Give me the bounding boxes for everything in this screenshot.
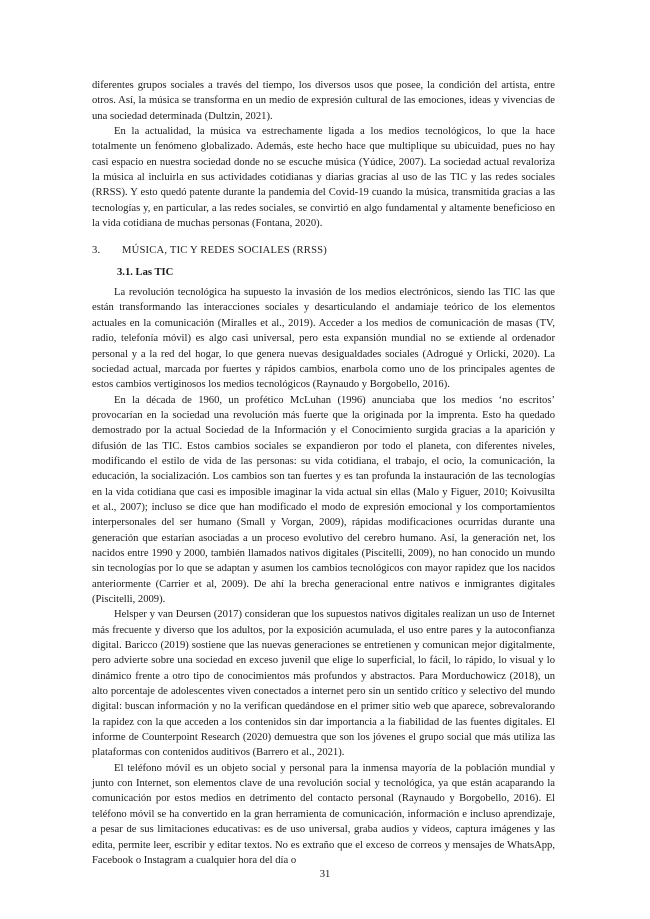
paragraph-main-2: En la década de 1960, un profético McLuhan (1996) anunciaba que los medios ‘no escritos’ provocarían en la sociedad una revolución más fuerte que la originada por la imprenta. Esto ha quedado demostrado por la actual Sociedad de la Información y el Conocimiento surgida gracias a la aparición y difusión de las TIC. Estos cambios sociales se expandieron por todo el planeta, con diferentes niveles, modificando el estilo de vida de las personas: su vida cotidiana, el trabajo, el ocio, la comunicación, la educación, la socialización. Los cambios son tan fuertes y es tan profunda la instauración de las tecnologías en la vida cotidiana que casi es imposible imaginar la vida actual sin ellas (Malo y Figuer, 2010; Koivusilta et al., 2007); incluso se dice que han modificado el modo de expresión emocional y los comportamientos interpersonales del ser humano (Small y Vorgan, 2009), rápidas modificaciones ocurridas durante una generación que estarían asociadas a un proceso evolutivo del cerebro humano. Así, la generación net, los nacidos entre 1990 y 2000, también llamados nativos digitales (Piscitelli, 2009), no han conocido un mundo sin tecnologías por lo que se adaptan y asumen los cambios tecnológicos con mayor rapidez que los nacidos anteriormente (Carrier et al, 2009). De ahí la brecha generacional entre nativos e inmigrantes digitales (Piscitelli, 2009). bbox=[92, 394, 555, 605]
section-heading bbox=[92, 243, 555, 258]
paragraph-top-2: En la actualidad, la música va estrechamente ligada a los medios tecnológicos, lo que la hace totalmente un fenómeno globalizado. Además, este hecho hace que multiplique su ubicuidad, pues no hay casi espacio en nuestra sociedad donde no se escuche música (Yúdice, 2007). La sociedad actual revaloriza la música al incluirla en sus actividades cotidianas y diarias gracias al uso de las TIC y las redes sociales (RRSS). Y esto quedó patente durante la pandemia del Covid-19 cuando la música, transmitida gracias a las tecnologías y, en particular, a las redes sociales, se convirtió en algo fundamental y altamente beneficioso en la vida cotidiana de muchas personas (Fontana, 2020). bbox=[92, 126, 555, 230]
page-number: 31 bbox=[319, 869, 331, 880]
paragraph-main-1: La revolución tecnológica ha supuesto la invasión de los medios electrónicos, siendo las TIC las que están transformando las interacciones sociales y desarticulando el andamiaje teórico de los elementos actuales en la comunicación (Miralles et al., 2019). Acceder a los medios de comunicación de masas (TV, radio, telefonía móvil) es algo casi universal, pero esta expansión mundial no se extiende al ordenador personal y a la red del hogar, lo que genera nuevas desigualdades sociales (Adrogué y Orlicki, 2020). La sociedad actual, marcada por fuertes y rápidos cambios, enarbola como uno de los principales agentes de estos cambios vertiginosos los medios tecnológicos (Raynaudo y Borgobello, 2016). bbox=[92, 287, 555, 391]
paragraph-main-4: El teléfono móvil es un objeto social y personal para la inmensa mayoría de la población mundial y junto con Internet, son elementos clave de una revolución social y tecnológica, ya que están acaparando la comunicación por estos medios en detrimento del contacto personal (Raynaudo y Borgobello, 2016). El teléfono móvil se ha convertido en la gran herramienta de comunicación, información e incluso aprendizaje, a pesar de sus limitaciones educativas: es de uso universal, graba audios y vídeos, captura imágenes y las edita, permite leer, escribir y editar textos. No es extraño que el exceso de correos y mensajes de WhatsApp, Facebook o Instagram a cualquier hora del día o bbox=[92, 762, 555, 866]
section-title: MÚSICA, TIC Y REDES SOCIALES (RRSS) bbox=[122, 245, 327, 257]
paragraph-top-1: diferentes grupos sociales a través del tiempo, los diversos usos que posee, la condición del artista, entre otros. Así, la música se transforma en un medio de expresión cultural de las emociones, ideas y vivencias de una sociedad determinada (Dultzin, 2021). bbox=[92, 80, 555, 122]
subsection-heading: 3.1. Las TIC bbox=[117, 266, 174, 278]
body-text bbox=[92, 78, 555, 868]
section-number: 3. bbox=[92, 245, 101, 257]
paragraph-main-3: Helsper y van Deursen (2017) consideran que los supuestos nativos digitales realizan un uso de Internet más frecuente y diverso que los adultos, por la exposición acumulada, el uso entre pares y la autoconfianza digital. Baricco (2019) sostiene que las nuevas generaciones se entretienen y comunican mejor digitalmente, pero advierte sobre una sociedad en exceso juvenil que elige lo superficial, lo fácil, lo rápido, lo visual y lo dinámico frente a otro tipo de conocimientos más profundos y abstractos. Para Morduchowicz (2018), un alto porcentaje de adolescentes viven conectados a internet pero sin un sentido crítico y selectivo del mundo digital: buscan información y no la verifican quedándose en el primer sitio web que aparece, sobrevalorando la rapidez con la que acceden a los contenidos sin dar importancia a la fiabilidad de las fuentes digitales. El informe de Counterpoint Research (2020) demuestra que son los jóvenes el grupo social que más utiliza las plataformas con contenidos auditivos (Barrero et al., 2021). bbox=[92, 609, 555, 759]
